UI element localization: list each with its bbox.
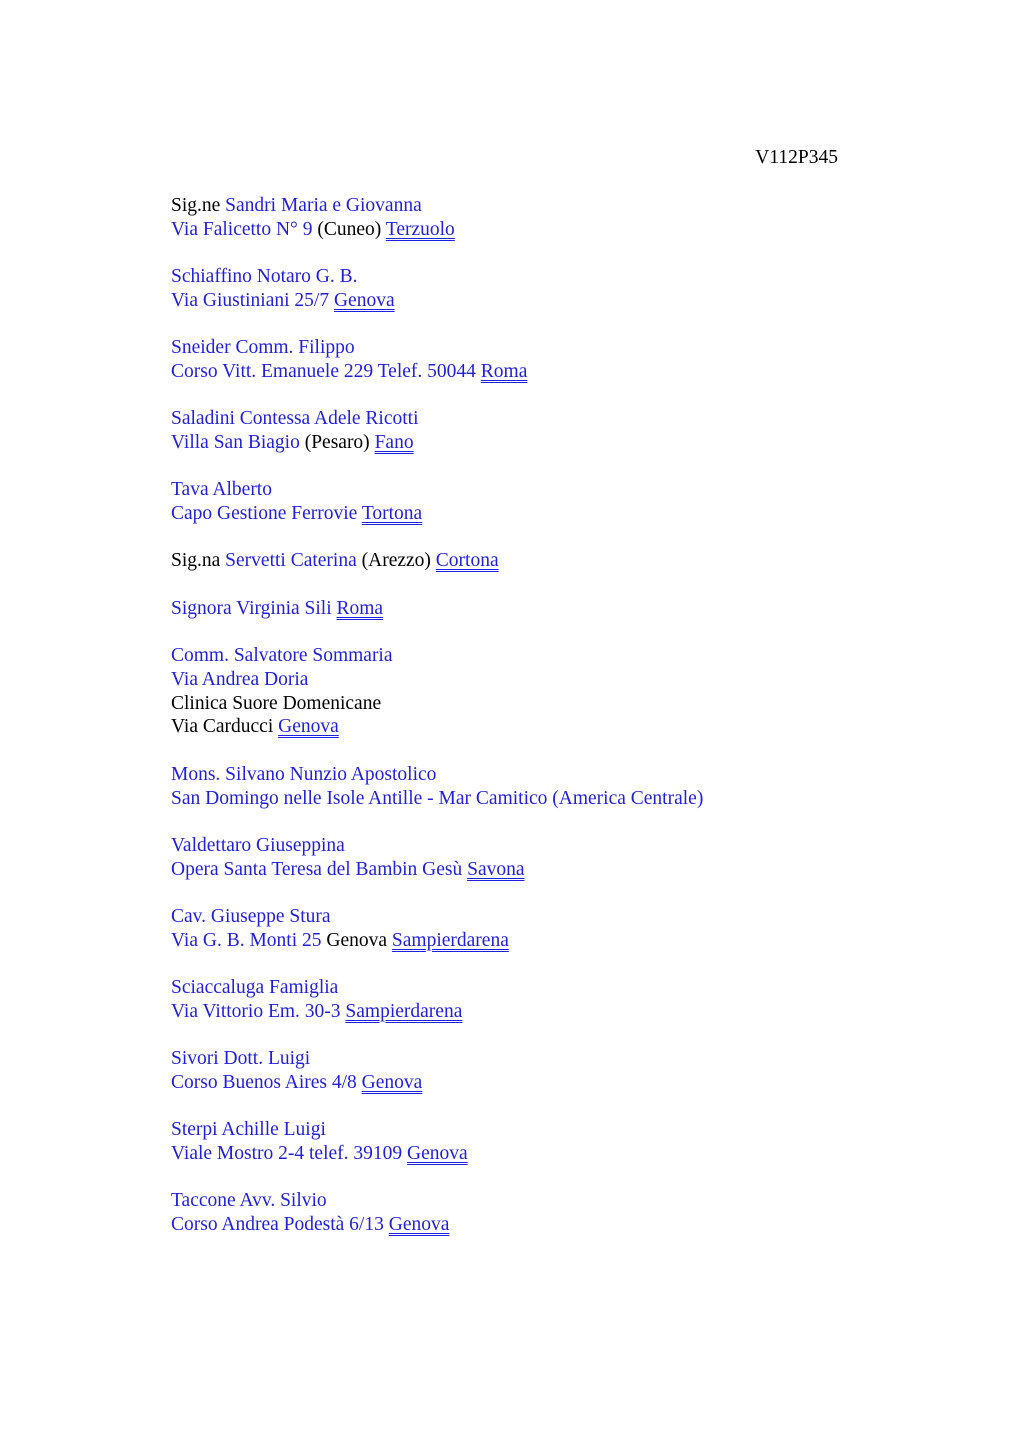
- address-line: [171, 644, 971, 668]
- address-entry: [171, 336, 971, 384]
- text-segment: Sivori Dott. Luigi: [171, 1048, 311, 1070]
- city-link[interactable]: Sampierdarena: [345, 1000, 463, 1022]
- address-entry: [171, 1047, 971, 1095]
- city-link[interactable]: Genova: [361, 1071, 423, 1093]
- address-line: [171, 431, 971, 455]
- text-segment: Sterpi Achille Luigi: [171, 1119, 326, 1141]
- text-segment: Valdettaro Giuseppina: [171, 834, 345, 856]
- city-link[interactable]: Fano: [374, 432, 414, 454]
- text-segment: Sig.na: [171, 550, 226, 572]
- address-line: [171, 1047, 971, 1071]
- address-line: [171, 194, 971, 218]
- text-segment: Saladini Contessa Adele Ricotti: [171, 408, 419, 430]
- city-link[interactable]: Genova: [278, 716, 339, 738]
- address-line: [171, 668, 971, 692]
- address-line: [171, 1118, 971, 1142]
- address-line: [171, 407, 971, 431]
- address-line: [171, 787, 971, 811]
- address-line: [171, 763, 971, 787]
- city-link[interactable]: Tortona: [361, 503, 423, 525]
- text-segment: Corso Vitt. Emanuele 229 Telef. 50044: [171, 360, 481, 382]
- text-segment: Via Giustiniani 25/7: [171, 289, 334, 311]
- text-segment: Clinica Suore Domenicane: [171, 692, 382, 714]
- address-line: [171, 858, 971, 882]
- address-line: [171, 976, 971, 1000]
- address-line: [171, 1189, 971, 1213]
- address-entry: [171, 549, 971, 573]
- city-link[interactable]: Genova: [388, 1214, 450, 1236]
- city-link[interactable]: Genova: [407, 1143, 468, 1165]
- city-link[interactable]: Cortona: [435, 550, 499, 572]
- text-segment: Taccone Avv. Silvio: [171, 1190, 327, 1212]
- text-segment: Sig.ne: [171, 195, 226, 216]
- address-line: [171, 502, 971, 526]
- address-line: [171, 834, 971, 858]
- text-segment: (Cuneo): [312, 218, 386, 240]
- text-segment: Viale Mostro 2-4 telef. 39109: [171, 1143, 408, 1165]
- address-entry: [171, 834, 971, 882]
- address-line: [171, 549, 971, 573]
- text-segment: San Domingo nelle Isole Antille - Mar Camitico (America Centrale): [171, 787, 704, 809]
- text-segment: Via Falicetto N° 9: [171, 218, 313, 240]
- address-line: [171, 692, 971, 716]
- text-segment: Via Carducci: [171, 716, 279, 738]
- text-segment: Genova: [321, 929, 392, 951]
- text-segment: (Pesaro): [299, 432, 375, 454]
- city-link[interactable]: Roma: [336, 597, 384, 619]
- text-segment: Sciaccaluga Famiglia: [171, 977, 339, 999]
- text-segment: Cav. Giuseppe Stura: [171, 905, 331, 927]
- address-line: [171, 265, 971, 289]
- text-segment: Sandri Maria e Giovanna: [225, 195, 422, 216]
- text-segment: Signora Virginia Sili: [171, 597, 337, 619]
- address-entry: [171, 478, 971, 526]
- address-line: [171, 336, 971, 360]
- city-link[interactable]: Savona: [467, 858, 525, 880]
- address-entry: [171, 407, 971, 455]
- address-entry: [171, 1118, 971, 1166]
- text-segment: Corso Andrea Podestà 6/13: [171, 1214, 389, 1236]
- address-list: [171, 194, 971, 1260]
- address-entry: [171, 265, 971, 313]
- text-segment: Sneider Comm. Filippo: [171, 337, 355, 359]
- address-line: [171, 218, 971, 242]
- text-segment: Schiaffino Notaro G. B.: [171, 266, 358, 288]
- address-line: [171, 289, 971, 313]
- address-line: [171, 1142, 971, 1166]
- city-link[interactable]: Sampierdarena: [391, 929, 509, 951]
- address-line: [171, 1000, 971, 1024]
- address-line: [171, 597, 971, 621]
- text-segment: Via Vittorio Em. 30-3: [171, 1000, 346, 1022]
- address-entry: [171, 1189, 971, 1237]
- address-line: [171, 360, 971, 384]
- text-segment: Servetti Caterina: [225, 550, 357, 572]
- text-segment: (Arezzo): [356, 550, 436, 572]
- city-link[interactable]: Roma: [480, 360, 528, 382]
- address-entry: [171, 905, 971, 953]
- text-segment: Corso Buenos Aires 4/8: [171, 1071, 362, 1093]
- address-entry: [171, 194, 971, 242]
- text-segment: Capo Gestione Ferrovie: [171, 503, 362, 525]
- address-entry: [171, 976, 971, 1024]
- address-entry: [171, 597, 971, 621]
- city-link[interactable]: Genova: [333, 289, 395, 311]
- address-line: [171, 905, 971, 929]
- address-entry: [171, 644, 971, 739]
- text-segment: Opera Santa Teresa del Bambin Gesù: [171, 858, 468, 880]
- address-line: [171, 929, 971, 953]
- text-segment: Villa San Biagio: [171, 432, 300, 454]
- text-segment: Tava Alberto: [171, 479, 272, 501]
- address-entry: [171, 763, 971, 811]
- text-segment: Comm. Salvatore Sommaria: [171, 645, 393, 667]
- document-reference: V112P345: [755, 147, 838, 168]
- address-line: [171, 478, 971, 502]
- text-segment: Via G. B. Monti 25: [171, 929, 322, 951]
- address-line: [171, 1071, 971, 1095]
- text-segment: Mons. Silvano Nunzio Apostolico: [171, 763, 437, 785]
- address-line: [171, 715, 971, 739]
- city-link[interactable]: Terzuolo: [385, 218, 455, 240]
- text-segment: Via Andrea Doria: [171, 668, 309, 690]
- address-line: [171, 1213, 971, 1237]
